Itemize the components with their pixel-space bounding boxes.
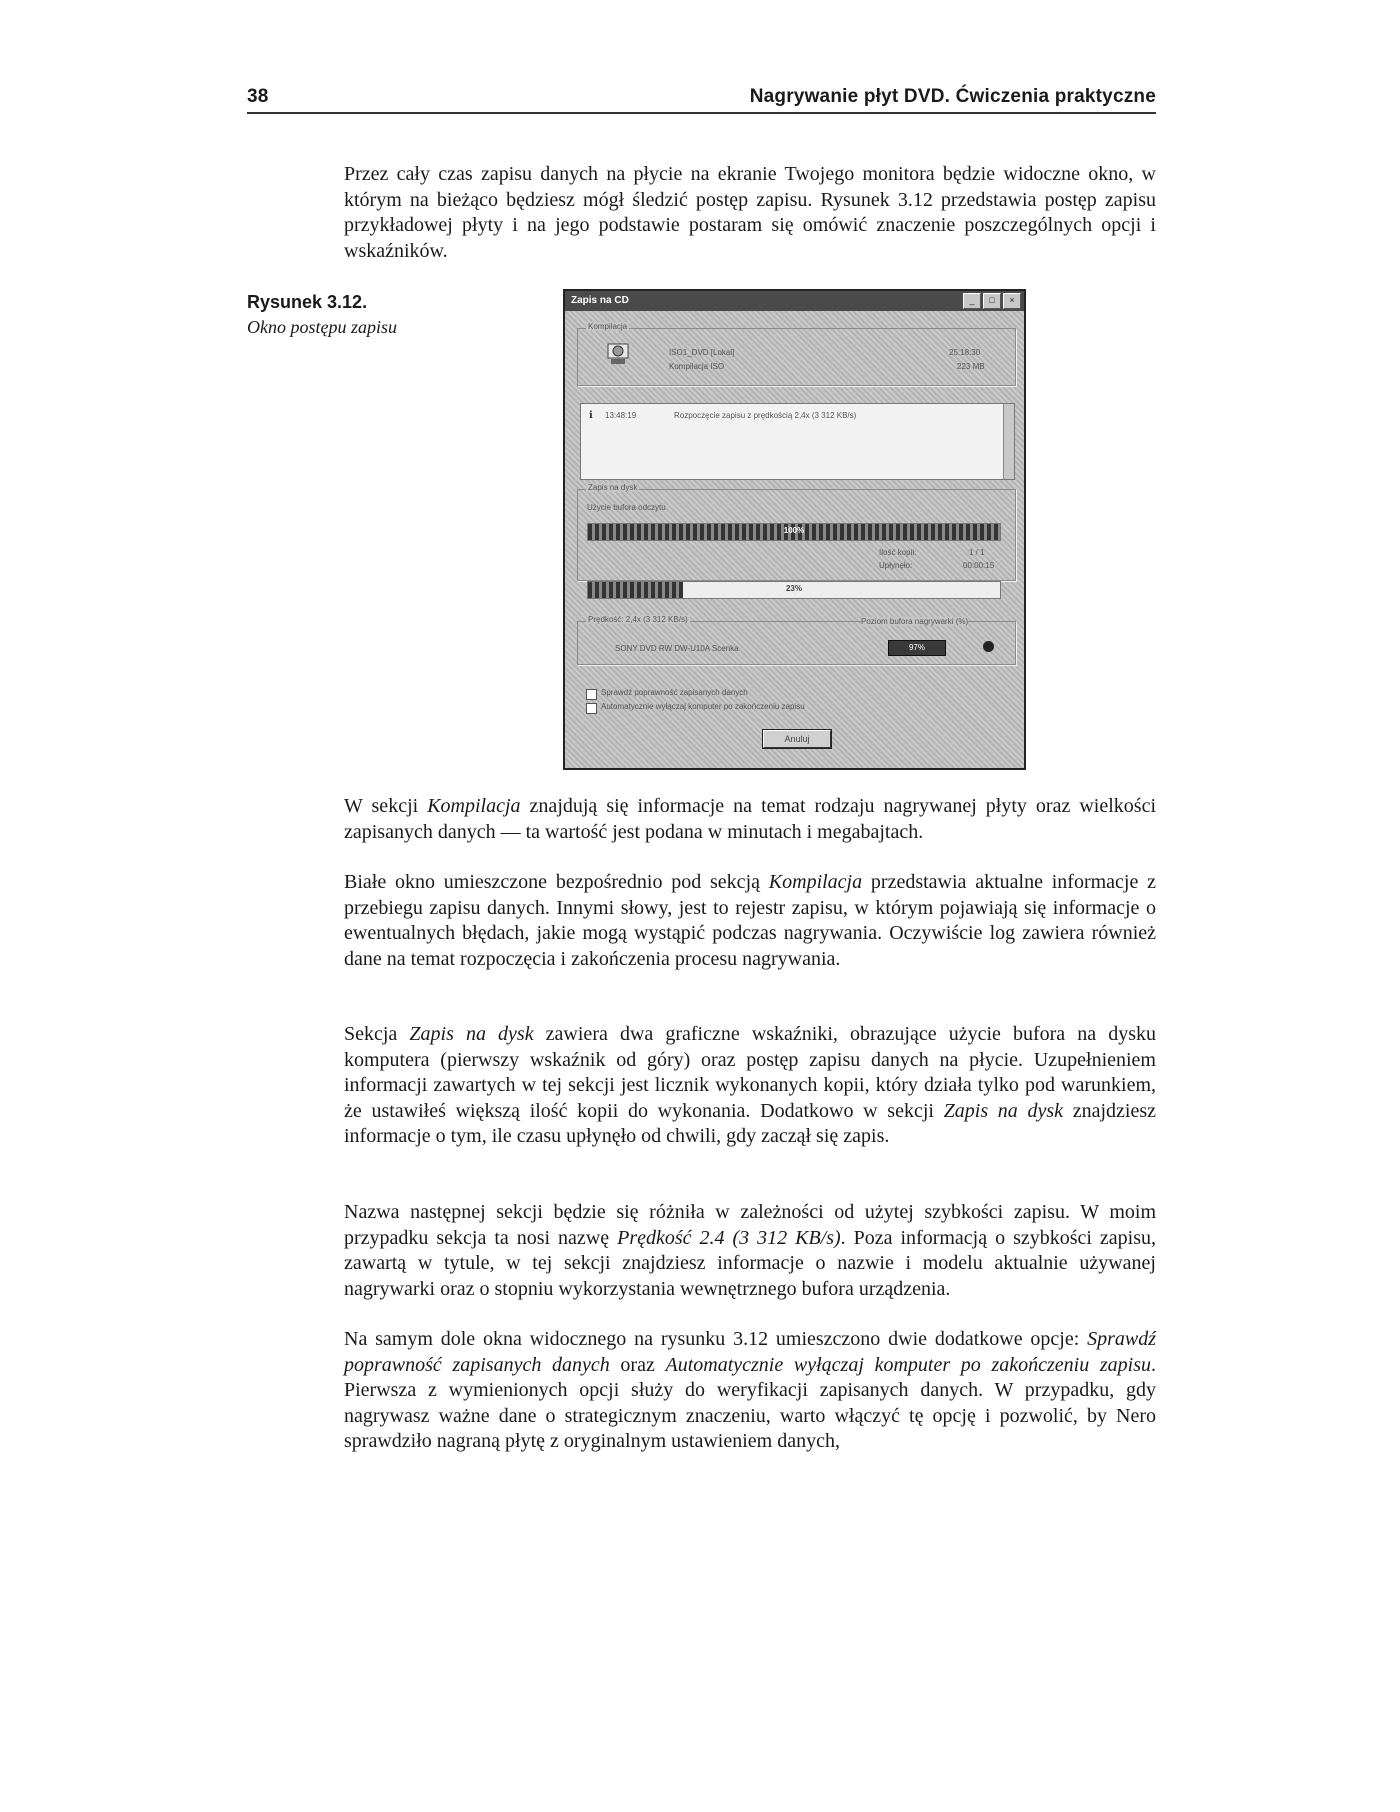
dialog-titlebar (565, 291, 1024, 311)
disc-minutes: 25:18:30 (949, 348, 981, 357)
paragraph-disk-write (344, 1022, 1156, 1150)
paragraph-compilation (344, 794, 1156, 845)
figure-description: Okno postępu zapisu (247, 317, 397, 337)
buffer-value: 100% (783, 526, 805, 535)
disk-write-label: Zapis na dysk (588, 483, 638, 492)
para2-emphasis: Kompilacja (768, 871, 863, 893)
disc-type: Kompilacja ISO (669, 362, 725, 371)
para4-text-b: . Poza informacją o szybkości zapisu, zawartą w tytule, w tej sekcji znajdziesz informacje o nazwie i modelu aktualnie używanej nagrywarki oraz o stopniu wykorzystania wewnętrznego bufora urządzenia. (344, 1226, 1157, 1300)
cancel-button[interactable]: Anuluj (763, 730, 831, 748)
para5-text-a: Na samym dole okna widocznego na rysunku 3.12 umieszczono dwie dodatkowe opcje: (344, 1328, 1088, 1350)
para5-emphasis-1: Sprawdź poprawność zapisanych danych (344, 1328, 1156, 1376)
para3-text-a: Sekcja (344, 1023, 410, 1045)
disc-name: ISO1_DVD [Lokal] (669, 348, 735, 357)
para2-text-a: Białe okno umieszczone bezpośrednio pod sekcją (344, 871, 769, 893)
copies-value: 1 / 1 (969, 548, 985, 557)
page-header (247, 86, 1156, 114)
device-buffer-meter (888, 640, 946, 656)
paragraph-speed (344, 1200, 1156, 1302)
speed-label: Prędkość: 2,4x (3 312 KB/s) (588, 615, 688, 624)
para3-text-c: znajdziesz informacje o tym, ile czasu upłynęło od chwili, gdy zaczął się zapis. (344, 1099, 1157, 1148)
record-indicator-icon (983, 641, 994, 652)
progress-bar (587, 581, 1001, 599)
shutdown-label: Automatycznie wyłączaj komputer po zakończeniu zapisu (601, 702, 805, 711)
burn-progress-screenshot (563, 289, 1026, 770)
para5-text-c: . Pierwsza z wymienionych opcji służy do weryfikacji zapisanych danych. W przypadku, gdy nagrywasz ważne dane o strategicznym znaczeniu, warto włączyć tę opcję i pozwolić, by Nero sprawdziło nagraną płytę z oryginalnym ustawieniem danych, (344, 1353, 1156, 1453)
para4-text-a: Nazwa następnej sekcji będzie się różniła w zależności od użytej szybkości zapisu. W moim przypadku sekcja ta nosi nazwę (344, 1201, 1156, 1249)
paragraph-options (344, 1327, 1156, 1455)
para3-emphasis-2: Zapis na dysk (943, 1099, 1064, 1122)
para1-text-b: znajdują się informacje na temat rodzaju nagrywanej płyty oraz wielkości zapisanych danych — ta wartość jest podana w minutach i megabajtach. (344, 795, 1156, 843)
figure-caption (247, 292, 437, 338)
para1-emphasis: Kompilacja (427, 795, 521, 817)
minimize-icon[interactable]: _ (963, 293, 981, 309)
running-title: Nagrywanie płyt DVD. Ćwiczenia praktyczne (749, 86, 1156, 107)
elapsed-label: Upłynęło: (879, 561, 913, 570)
para2-text-b: przedstawia aktualne informacje z przebiegu zapisu danych. Innymi słowy, jest to rejestr zapisu, w którym pojawiają się informacje o ewentualnych błędach, jakie mogą wystąpić podczas nagrywania. Oczywiście log zawiera również dane na temat rozpoczęcia i zakończenia procesu nagrywania. (344, 871, 1156, 970)
compilation-label: Kompilacja (588, 322, 628, 331)
maximize-icon[interactable]: □ (983, 293, 1001, 309)
para3-text-b: zawiera dwa graficzne wskaźniki, obrazujące użycie bufora na dysku komputera (pierwszy wskaźnik od góry) oraz postęp zapisu danych na płycie. Uzupełnieniem informacji zawartych w tej sekcji jest licznik wykonanych kopii, który działa tylko pod warunkiem, że ustawiłeś większą ilość kopii do wykonania. Dodatkowo w sekcji (344, 1023, 1157, 1122)
page-number: 38 (247, 86, 269, 107)
elapsed-value: 00:00:15 (963, 561, 995, 570)
device-buffer-value: 97% (908, 643, 925, 652)
log-message: Rozpoczęcie zapisu z prędkością 2,4x (3 312 KB/s) (674, 411, 857, 420)
log-time: 13:48:19 (605, 411, 637, 420)
para1-text-a: W sekcji (344, 795, 428, 817)
para3-emphasis-1: Zapis na dysk (409, 1023, 534, 1045)
close-icon[interactable]: × (1003, 293, 1021, 309)
compilation-group (577, 322, 1016, 386)
verify-label: Sprawdź poprawność zapisanych danych (601, 688, 748, 697)
buffer-bar (587, 523, 1001, 541)
disc-drive-icon (605, 342, 631, 366)
log-scrollbar[interactable] (1003, 404, 1014, 479)
disc-size: 223 MB (957, 362, 985, 371)
dialog-title: Zapis na CD (571, 295, 629, 306)
copies-label: Ilość kopii: (879, 548, 917, 557)
log-window[interactable] (580, 403, 1015, 480)
device-name: SONY DVD RW DW-U10A Scenka (615, 644, 739, 653)
shutdown-checkbox[interactable] (586, 703, 597, 714)
info-icon: ℹ (589, 410, 593, 421)
intro-text: Przez cały czas zapisu danych na płycie na ekranie Twojego monitora będzie widoczne okno, w którym na bieżąco będziesz mógł śledzić postęp zapisu. Rysunek 3.12 przedstawia postęp zapisu przykładowej płyty i na jego podstawie postaram się omówić znaczenie poszczególnych opcji i wskaźników. (344, 163, 1156, 262)
paragraph-log (344, 870, 1156, 972)
verify-checkbox[interactable] (586, 689, 597, 700)
para5-text-b: oraz (609, 1353, 666, 1376)
device-buffer-label: Poziom bufora nagrywarki (%) (861, 617, 969, 626)
para5-emphasis-2: Automatycznie wyłączaj komputer po zakończeniu zapisu (665, 1353, 1151, 1376)
buffer-label: Użycie bufora odczytu (587, 503, 666, 512)
para4-emphasis: Prędkość 2.4 (3 312 KB/s) (617, 1226, 841, 1249)
figure-number: Rysunek 3.12. (247, 292, 368, 312)
progress-value: 23% (785, 584, 802, 593)
speed-group (577, 615, 1016, 665)
intro-paragraph (344, 162, 1156, 264)
